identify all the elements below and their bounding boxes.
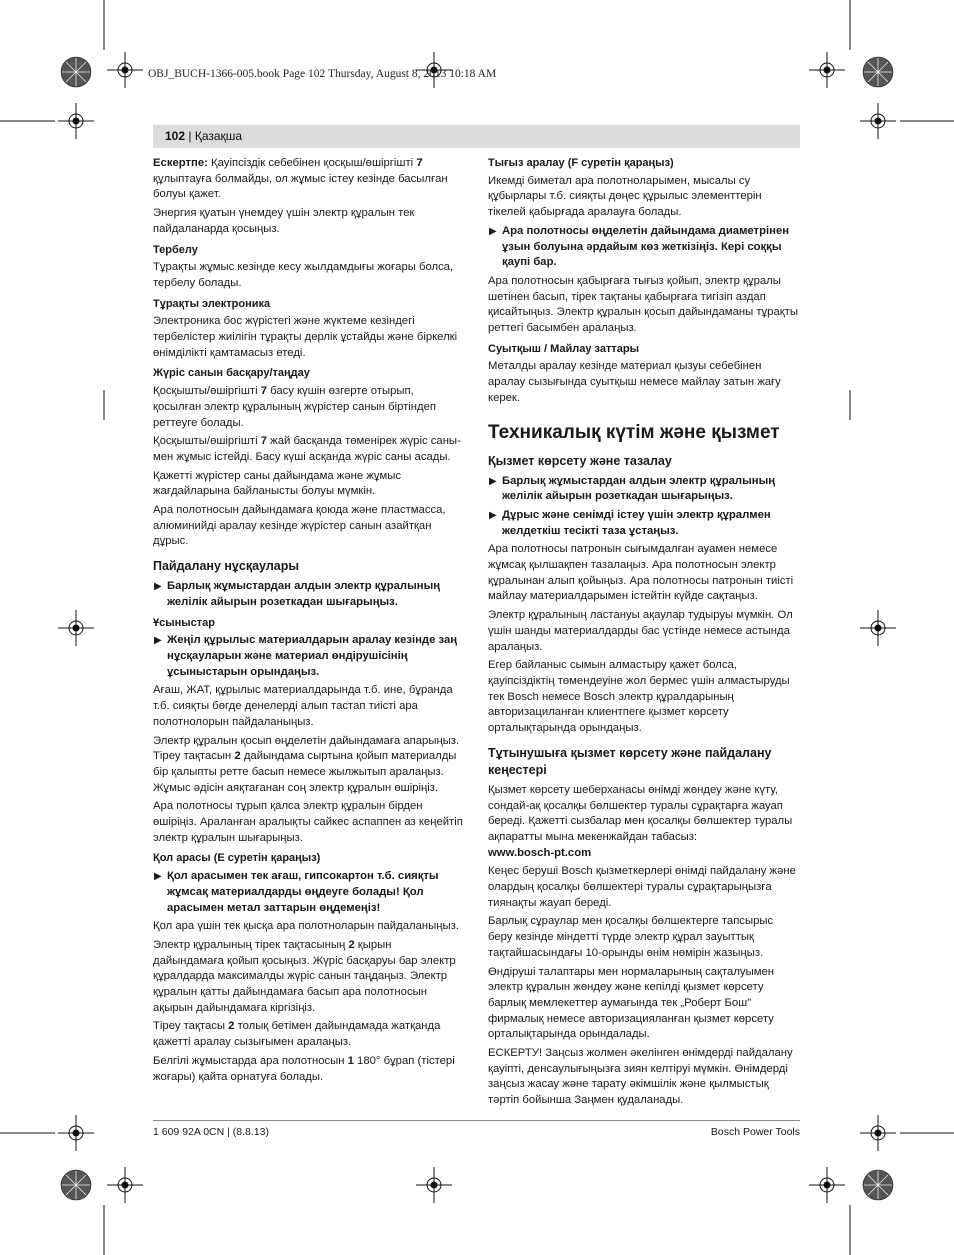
bullet-unplug xyxy=(153,579,465,610)
note-paragraph xyxy=(153,156,465,203)
bullet-flush-text: Ара полотносы өңделетін дайындама диаметрінен ұзын болуына әрдайым көз жеткізіңіз. Кері соққы қаупі бар. xyxy=(502,224,790,269)
speed1-text-a: Қосқышты/өшіргішті xyxy=(153,385,261,398)
heading-hand-saw: Қол арасы (Е суретін қараңыз) xyxy=(153,852,321,865)
triangle-bullet-icon: ▶ xyxy=(489,509,497,521)
left-column xyxy=(153,156,465,1088)
hand-paragraph-3 xyxy=(153,1019,465,1050)
bullet-hand-saw xyxy=(153,869,465,916)
speed-paragraph-2 xyxy=(153,434,465,465)
section-name: Қазақша xyxy=(194,129,243,143)
orders-paragraph: Барлық сұраулар мен қосалқы бөлшектерге тапсырыс беру кезінде міндетті түрде электр құрал зауыттық тақтайшасындағы 10-орынды өнім нөмірін жазыңыз. xyxy=(488,915,774,959)
switch-text-c: дайындама сыртына қойып материалды бір қалыпты ретте басып немесе жылжытып аралаңыз. Жұмыс әдісін аяқтағанан соң электр құралын өшіріңіз. xyxy=(153,750,457,794)
triangle-bullet-icon: ▶ xyxy=(154,581,162,593)
hand-paragraph-4 xyxy=(153,1054,465,1085)
hand3-number: 2 xyxy=(228,1020,235,1033)
bullet-clean-text: Дұрыс және сенімді істеу үшін электр құралмен желдеткіш тесікті таза ұстаңыз. xyxy=(502,508,771,537)
heading-electronics: Тұрақты электроника xyxy=(153,297,271,310)
bullet-unplug-maint-text: Барлық жұмыстардан алдын электр құралының желілік айырын розеткадан шығарыңыз. xyxy=(502,474,776,503)
terbelu-paragraph: Тұрақты жұмыс кезінде кесу жылдамдығы жоғары болса, тербелу болады. xyxy=(153,261,454,289)
bullet-hand-text: Қол арасымен тек ағаш, гипсокартон т.б. сияқты жұмсақ материалдарды өңдеуге болады! Қол арасымен метал заттарын өңдемеңіз! xyxy=(167,870,439,914)
bullet-unplug-maint xyxy=(488,474,800,505)
right-column xyxy=(488,156,800,1112)
heading-coolant: Суытқыш / Майлау заттары xyxy=(488,342,639,355)
speed-paragraph-3: Қажетті жүрістер саны дайындама және жұмыс жағдайларына байланысты болуы мүмкін. xyxy=(153,469,401,498)
heading-flush-cut: Тығыз аралау (F суретін қараңыз) xyxy=(488,157,674,169)
bullet-light-text: Жеңіл құрылыс материалдарын аралау кезінде заң нұсқауларын және материал өндірушісінің ұсыныстарын орындаңыз. xyxy=(167,634,458,678)
heading-customer-service: Тұтынушыға қызмет көрсету және пайдалану кеңестері xyxy=(488,745,772,777)
coolant-paragraph: Металды аралау кезінде материал қызуы себебінен аралау сызығында суытқыш немесе майлау затын жағу керек. xyxy=(488,360,781,404)
chuck-paragraph: Ара полотносы патронын сығымдалған ауамен немесе жұмсақ қылшақпен тазалаңыз. Ара полотносын электр құралынан алып қойыңыз. Ара полотносы патронын тиісті майлау материалдарымен істейтін күйде сақтаңыз. xyxy=(488,543,794,603)
bullet-unplug-text: Барлық жұмыстардан алдын электр құралының желілік айырын розеткадан шығарыңыз. xyxy=(167,580,441,608)
electronics-paragraph: Электроника бос жүрістегі және жүктеме кезіндегі тербелістер жиілігін тұрақты дерлік ұстайды және біркелкі өнімділікті қамтамасыз етеді. xyxy=(153,315,458,359)
consult-paragraph: Кеңес беруші Bosch қызметкерлері өнімді пайдалану және олардың қосалқы бөлшектері туралы сұрақтарыңызға тиянақты жауап береді. xyxy=(488,865,796,909)
speed2-text-a: Қосқышты/өшіргішті xyxy=(153,435,261,448)
hand-paragraph-1: Қол ара үшін тек қысқа ара полотноларын пайдаланыңыз. xyxy=(153,920,459,933)
speed1-number: 7 xyxy=(260,385,268,398)
wood-paragraph: Ағаш, ЖАТ, құрылыс материалдарында т.б. ине, бұранда т.б. сияқты бөгде денелерді алып тастап тиісті ара полотнолорын пайдаланыңыз. xyxy=(153,684,453,728)
switch-paragraph xyxy=(153,734,465,797)
energy-paragraph: Энергия қуатын үнемдеу үшін электр құралын тек пайдаланарда қосыңыз. xyxy=(153,207,415,235)
switch-number: 2 xyxy=(234,750,241,763)
triangle-bullet-icon: ▶ xyxy=(489,225,497,237)
flush-paragraph-1: Икемді биметал ара полотноларымен, мысалы су құбырлары т.б. сияқты дөңес құрылыс элементтерін тікелей қабырғада аралауға болады. xyxy=(488,174,762,219)
heading-speed: Жүріс санын басқару/таңдау xyxy=(153,367,310,380)
hand4-number: 1 xyxy=(347,1054,354,1067)
heading-terbelu: Тербелу xyxy=(153,243,198,256)
dust-paragraph: Электр құралының ластануы ақаулар тудыруы мүмкін. Ол үшін шанды материалдарды бас үстінде немесе астында аралаңыз. xyxy=(488,609,793,653)
hand-paragraph-2 xyxy=(153,938,465,1017)
speed-paragraph-4: Ара полотносын дайындамаға қоюда және пластмасса, алюминийді аралау кезінде жүрістер санын азайтқан дұрыс. xyxy=(153,504,446,548)
footer-divider xyxy=(153,1120,800,1121)
hand2-number: 2 xyxy=(348,938,355,951)
flush-paragraph-2: Ара полотносын қабырғаға тығыз қойып, электр құралы шетінен басып, тірек тақтаны қабырғаға тигізіп аздап қисайтыңыз. Электр құралын қосып дайындаманы тұрақты реттегі басымбен аралаңыз. xyxy=(488,274,798,335)
page-number: 102 xyxy=(165,129,186,143)
hand2-text-a: Электр құралының тірек тақтасының xyxy=(153,938,349,951)
workshop-paragraph xyxy=(488,783,800,862)
heading-maintenance: Техникалық күтім және қызмет xyxy=(488,421,780,443)
bosch-url-link[interactable]: www.bosch-pt.com xyxy=(488,846,592,859)
print-header: OBJ_BUCH-1366-005.book Page 102 Thursday, August 8, 2013 10:18 AM xyxy=(148,68,497,80)
hand4-text-c: 180° бұрап (тістері жоғары) қайта орнатуға болады. xyxy=(153,1054,455,1083)
bullet-clean-vents xyxy=(488,508,800,539)
workshop-text: Қызмет көрсету шеберханасы өнімді жөндеу және күту, сондай-ақ қосалқы бөлшектер туралы сұрақтарға жауап береді. Қажетті сызбалар мен қосалқы бөлшектер туралы ақпаратты мына мекенжайдан табасыз: xyxy=(488,783,793,843)
triangle-bullet-icon: ▶ xyxy=(154,871,162,883)
note-label: Ескертпе: xyxy=(153,157,208,169)
speed2-number: 7 xyxy=(260,435,268,448)
triangle-bullet-icon: ▶ xyxy=(154,635,162,647)
stuck-paragraph: Ара полотносы тұрып қалса электр құралын бірден өшіріңіз. Араланған аралықты сайкес аспаппен аз кеңейтіп электр құралын шығарыңыз. xyxy=(153,800,463,844)
hand4-text-a: Белгілі жұмыстарда ара полотносын xyxy=(153,1054,348,1067)
bullet-flush xyxy=(488,224,800,271)
switch-text-a: Электр құралын қосып өңделетін дайындамаға апарыңыз. Тіреу тақтасын xyxy=(153,734,460,763)
heading-service-cleaning: Қызмет көрсету және тазалау xyxy=(488,453,672,468)
maker-paragraph: Өндіруші талаптары мен нормаларының сақталуымен электр құралын жөндеу және кепілді қызмет көрсету барлық мемлекеттер аумағында тек „Роберт Бош" фирмалық немесе авторизацияланған қызмет көрсету орталықтарында орындалады. xyxy=(488,965,774,1041)
warning-paragraph: ЕСКЕРТУ! Заңсыз жолмен әкелінген өнімдерді пайдалану қауіпті, денсаулығыңызға зиян келтіруі мүмкін. Өнімдерді заңсыз жасау және тарату әкімшілік және қылмыстық тәртіп бойынша Заңмен қудаланады. xyxy=(488,1047,793,1107)
heading-suggestions: Ұсыныстар xyxy=(153,616,216,629)
hand3-text-c: толық бетімен дайындамада жатқанда қажетті аралау сызығымен аралаңыз. xyxy=(153,1020,441,1049)
speed-paragraph-1 xyxy=(153,384,465,431)
page-label: 102 | Қазақша xyxy=(165,129,243,143)
footer-brand: Bosch Power Tools xyxy=(710,1126,800,1138)
speed2-text-c: жай басқанда төменірек жүріс саны-мен жұмыс істейді. Басу күші асқанда жүріс саны асады. xyxy=(153,435,461,463)
page-header-bar xyxy=(153,125,800,148)
cord-paragraph: Егер байланыс сымын алмастыру қажет болса, қауіпсіздіктің төмендеуіне жол бермес үшін алмастыруды тек Bosch немесе Bosch электр құралдарының авторизациланған клиентпеге қызмет көрсету орталықтарында орындаңыз. xyxy=(488,659,790,735)
speed1-text-c: басу күшін өзгерте отырып, қосылған электр құралының жүрістер санын біртіндеп реттеуге болады. xyxy=(153,385,437,429)
note-text: Қауіпсіздік себебінен қосқыш/өшіргішті xyxy=(207,157,417,169)
footer-doc-number: 1 609 92A 0CN | (8.8.13) xyxy=(153,1126,269,1138)
note-number: 7 xyxy=(416,157,423,169)
hand3-text-a: Тіреу тақтасы xyxy=(153,1020,229,1033)
hand2-text-c: қырын дайындамаға қойып қосыңыз. Жүріс басқаруы бар электр құралдарда максималды жүріс санын таңдаңыз. Электр құралын қатты дайындамаға басып ара полотносын ақырын дайындамаға кіргізіңіз. xyxy=(153,938,456,1014)
note-text-2: құлыптауға болмайды, ол жұмыс істеу кезінде басылған болуы қажет. xyxy=(153,172,448,201)
triangle-bullet-icon: ▶ xyxy=(489,475,497,487)
heading-instructions: Пайдалану нұсқаулары xyxy=(153,559,300,574)
bullet-light-materials xyxy=(153,633,465,680)
